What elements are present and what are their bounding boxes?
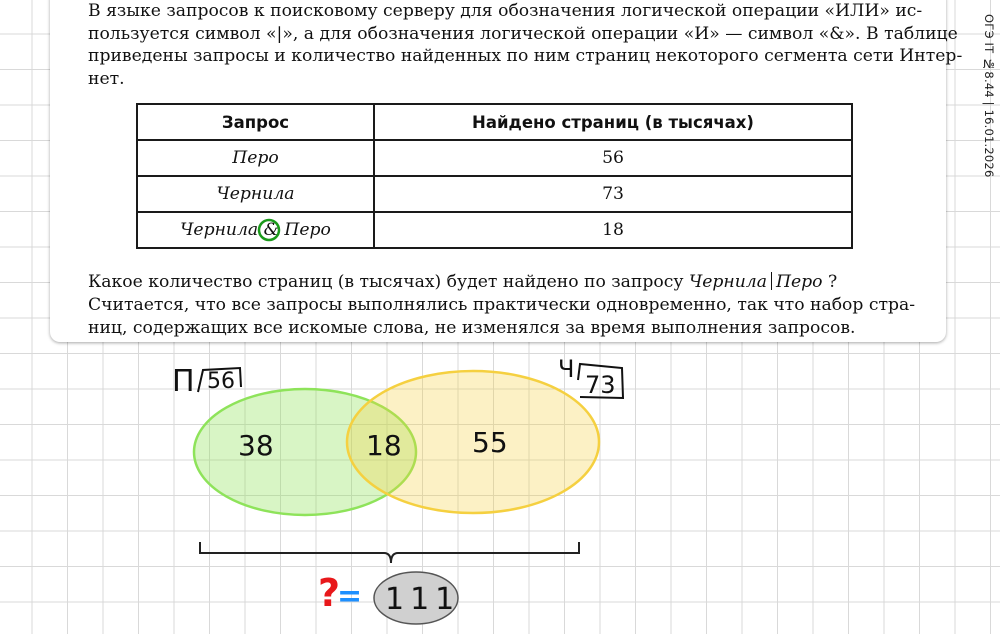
label-chernila-total: 73 (585, 371, 616, 399)
count-cell: 56 (374, 140, 852, 176)
count-cell: 18 (374, 212, 852, 248)
question-mark: ? (318, 571, 341, 615)
label-pero: П (172, 364, 195, 399)
only-pero-count: 38 (238, 429, 274, 462)
count-cell: 73 (374, 176, 852, 212)
intro-line-1: В языке запросов к поисковому серверу для обозначения логической операции «ИЛИ» ис- (88, 1, 923, 21)
question-query-b: Перо (776, 272, 823, 292)
header-query: Запрос (137, 104, 374, 140)
both-count: 18 (366, 429, 402, 462)
question-suffix: ? (822, 272, 838, 292)
note-line-2: ниц, содержащих все искомые слова, не изменялся за время выполнения запросов. (88, 317, 856, 338)
label-pero-total: 56 (207, 369, 235, 394)
query-cell: Чернила & Перо (137, 212, 374, 248)
side-tag: ОГЭ IT №8.44 | 16.01.2026 (982, 14, 996, 178)
equals-sign: = (337, 579, 363, 614)
query-cell: Чернила (137, 176, 374, 212)
intro-line-2: пользуется символ «|», а для обозначения логической операции «И» — символ «&». В таблице (88, 23, 958, 44)
amp-highlight-circle (259, 220, 279, 240)
intro-line-3: приведены запросы и количество найденных по ним страниц некоторого сегмента сети Интер- (88, 46, 963, 67)
header-count: Найдено страниц (в тысячах) (374, 104, 852, 140)
only-chernila-count: 55 (472, 426, 508, 459)
question-query-a: Чернила (688, 272, 767, 292)
answer-value: 111 (385, 582, 461, 617)
label-chernila: Ч (558, 355, 575, 383)
union-brace (200, 542, 579, 563)
intro-line-4: нет. (88, 69, 125, 90)
query-cell: Перо (137, 140, 374, 176)
note-line-1: Считается, что все запросы выполнялись практически одновременно, так что набор стра- (88, 295, 916, 315)
question-text: Какое количество страниц (в тысячах) будет найдено по запросу (88, 272, 689, 292)
